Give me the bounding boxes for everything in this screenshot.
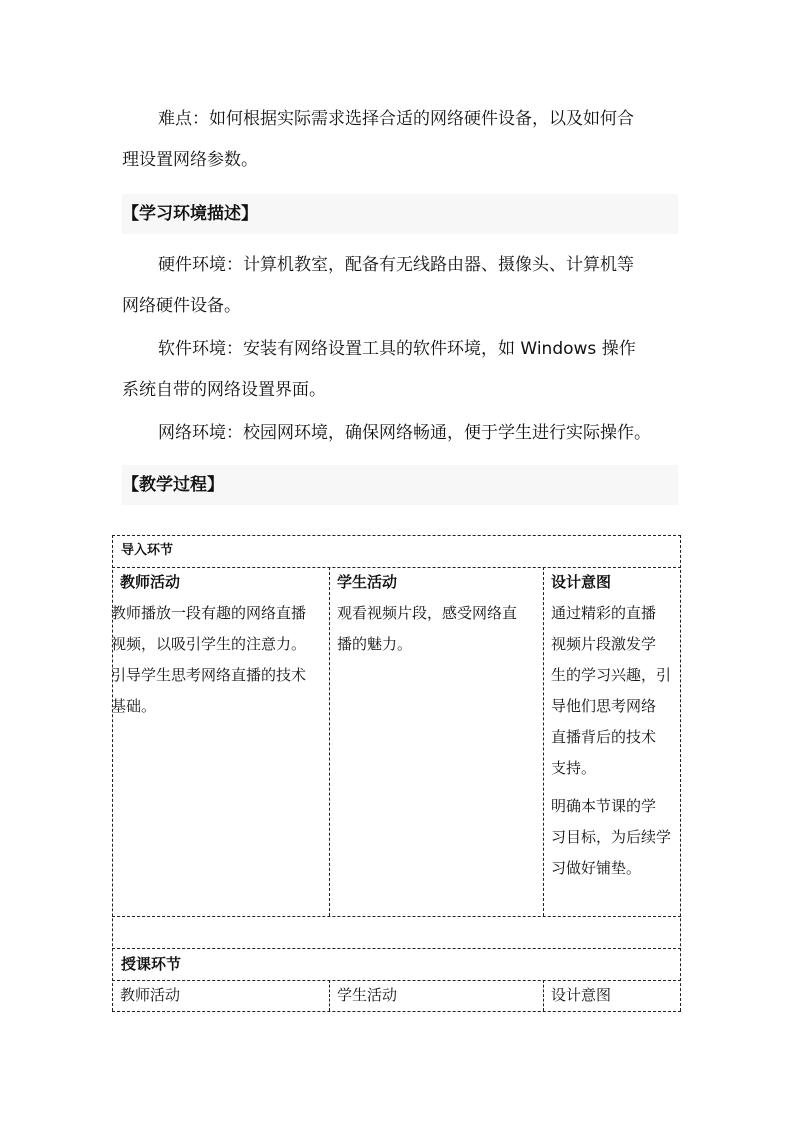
table-col-divider xyxy=(543,567,544,916)
col-design-intent: 设计意图 xyxy=(551,573,612,591)
design-intent-line: 视频片段激发学 xyxy=(551,635,657,653)
teacher-activity-line: 引导学生思考网络直播的技术 xyxy=(111,666,307,684)
software-line-1: 软件环境：安装有网络设置工具的软件环境，如 Windows 操作 xyxy=(158,339,636,359)
hardware-line-1: 硬件环境：计算机教室，配备有无线路由器、摄像头、计算机等 xyxy=(158,255,634,275)
teacher-activity-line: 教师播放一段有趣的网络直播 xyxy=(111,604,307,622)
process-heading: 【教学过程】 xyxy=(122,465,678,505)
design-intent-line: 习做好铺垫。 xyxy=(551,859,642,877)
col-design-intent-2: 设计意图 xyxy=(551,986,612,1004)
col-teacher-activity-2: 教师活动 xyxy=(120,986,181,1004)
intro-section-label: 导入环节 xyxy=(121,543,174,558)
design-intent-line: 支持。 xyxy=(551,759,597,777)
table-col-divider xyxy=(543,980,544,1011)
difficulty-line-2: 理设置网络参数。 xyxy=(122,150,258,170)
table-col-divider xyxy=(329,567,330,916)
table-row-divider xyxy=(112,916,681,917)
col-teacher-activity: 教师活动 xyxy=(120,573,181,591)
lecture-section-label: 授课环节 xyxy=(121,955,182,973)
table-border-bottom xyxy=(112,1011,681,1012)
design-intent-line: 导他们思考网络 xyxy=(551,697,657,715)
network-line-1: 网络环境：校园网环境，确保网络畅通，便于学生进行实际操作。 xyxy=(158,423,651,443)
design-intent-line: 生的学习兴趣，引 xyxy=(551,666,672,684)
software-line-2: 系统自带的网络设置界面。 xyxy=(122,380,326,400)
table-border-right xyxy=(680,535,681,1011)
col-student-activity: 学生活动 xyxy=(337,573,398,591)
teacher-activity-line: 基础。 xyxy=(111,697,157,715)
table-border-top xyxy=(112,535,681,536)
difficulty-line-1: 难点：如何根据实际需求选择合适的网络硬件设备，以及如何合 xyxy=(158,109,634,129)
hardware-line-2: 网络硬件设备。 xyxy=(122,296,241,316)
table-col-divider xyxy=(329,980,330,1011)
design-intent-line: 直播背后的技术 xyxy=(551,728,657,746)
table-row-divider xyxy=(112,948,681,949)
design-intent-line: 明确本节课的学 xyxy=(551,797,657,815)
design-intent-line: 习目标，为后续学 xyxy=(551,828,672,846)
student-activity-line: 观看视频片段，感受网络直 xyxy=(337,604,518,622)
teacher-activity-line: 视频，以吸引学生的注意力。 xyxy=(111,635,307,653)
student-activity-line: 播的魅力。 xyxy=(337,635,413,653)
col-student-activity-2: 学生活动 xyxy=(337,986,398,1004)
design-intent-line: 通过精彩的直播 xyxy=(551,604,657,622)
env-heading: 【学习环境描述】 xyxy=(122,194,678,234)
